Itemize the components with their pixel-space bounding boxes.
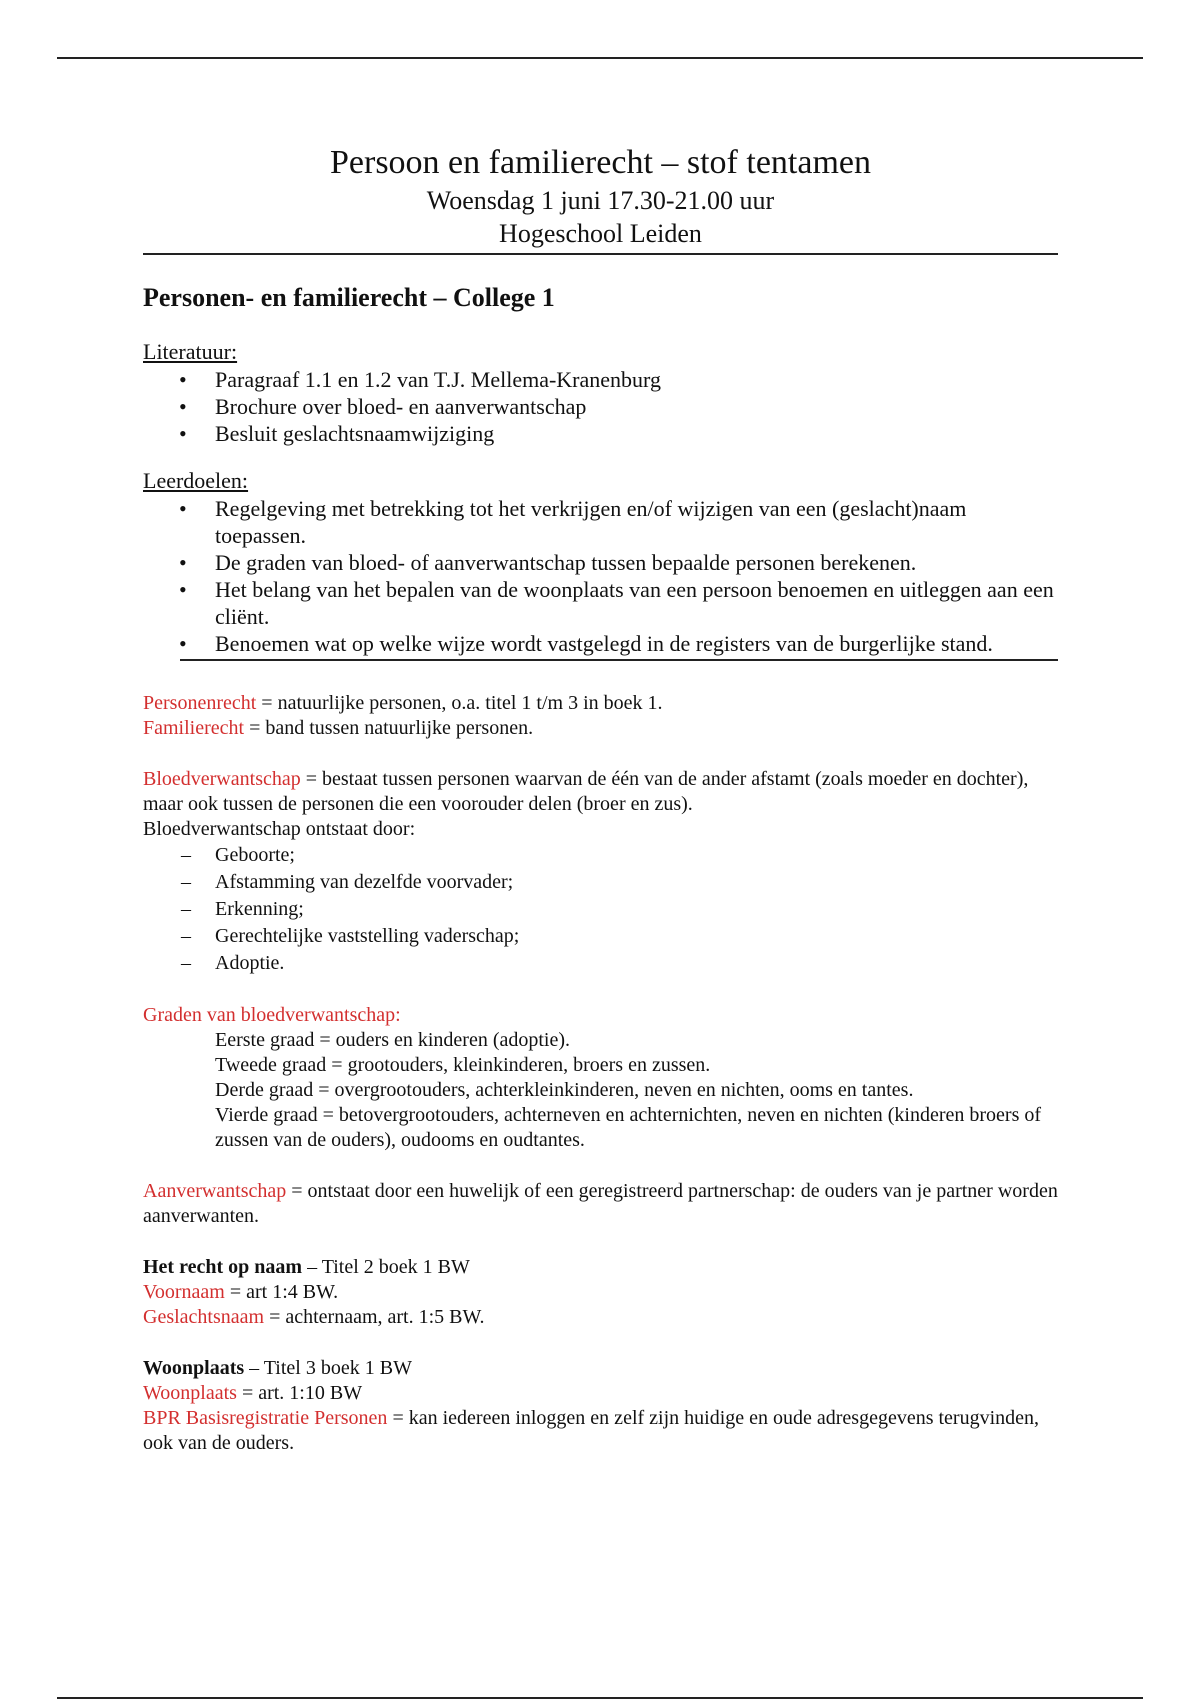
graad-item: Eerste graad = ouders en kinderen (adoptie).	[215, 1029, 571, 1051]
def-woonplaats: Woonplaats = art. 1:10 BW	[143, 1382, 363, 1404]
list-item: – Adoptie.	[143, 950, 1058, 977]
list-item: • Regelgeving met betrekking tot het verkrijgen en/of wijzigen van een (geslacht)naam toepassen.	[143, 495, 1058, 549]
literatuur-list	[143, 366, 1058, 447]
list-item: • Benoemen wat op welke wijze wordt vastgelegd in de registers van de burgerlijke stand.	[143, 630, 1058, 657]
page-top-rule	[57, 57, 1143, 59]
leerdoelen-label: Leerdoelen:	[143, 468, 249, 493]
list-item: • Besluit geslachtsnaamwijziging	[143, 420, 1058, 447]
page-bottom-rule	[57, 1697, 1143, 1699]
list-item: • Paragraaf 1.1 en 1.2 van T.J. Mellema-Kranenburg	[143, 366, 1058, 393]
list-item: – Gerechtelijke vaststelling vaderschap;	[143, 923, 1058, 950]
naam-heading: Het recht op naam – Titel 2 boek 1 BW	[143, 1256, 470, 1278]
definitions	[143, 691, 1058, 1456]
def-personenrecht: Personenrecht = natuurlijke personen, o.a. titel 1 t/m 3 in boek 1.	[143, 692, 663, 714]
graad-item: Tweede graad = grootouders, kleinkinderen, broers en zussen.	[215, 1054, 711, 1076]
term-bpr: BPR Basisregistratie Personen	[143, 1407, 388, 1429]
section-rule	[180, 659, 1058, 661]
list-item: – Geboorte;	[143, 842, 1058, 869]
header-rule	[143, 253, 1058, 255]
def-voornaam: Voornaam = art 1:4 BW.	[143, 1281, 339, 1303]
list-item: • De graden van bloed- of aanverwantschap tussen bepaalde personen berekenen.	[143, 549, 1058, 576]
def-familierecht: Familierecht = band tussen natuurlijke personen.	[143, 717, 534, 739]
def-bloedverwantschap: Bloedverwantschap = bestaat tussen personen waarvan de één van de ander afstamt (zoals moeder en dochter), maar ook tussen de personen die een voorouder delen (broer en zus).	[143, 768, 1029, 815]
graden-heading: Graden van bloedverwantschap:	[143, 1004, 401, 1026]
term-aanverwantschap: Aanverwantschap	[143, 1180, 287, 1202]
leerdoelen-list	[143, 495, 1058, 657]
term-personenrecht: Personenrecht	[143, 692, 257, 714]
def-aanverwantschap: Aanverwantschap = ontstaat door een huwelijk of een geregistreerd partnerschap: de ouders van je partner worden aanverwanten.	[143, 1180, 1058, 1227]
ontstaat-list	[143, 842, 1058, 977]
list-item: • Het belang van het bepalen van de woonplaats van een persoon benoemen en uitleggen aan een cliënt.	[143, 576, 1058, 630]
term-familierecht: Familierecht	[143, 717, 245, 739]
term-bloedverwantschap: Bloedverwantschap	[143, 768, 301, 790]
exam-date: Woensdag 1 juni 17.30-21.00 uur	[426, 186, 775, 215]
bloedverwantschap-ontstaat: Bloedverwantschap ontstaat door:	[143, 818, 416, 840]
def-geslachtsnaam: Geslachtsnaam = achternaam, art. 1:5 BW.	[143, 1306, 485, 1328]
term-woonplaats: Woonplaats	[143, 1382, 237, 1404]
term-geslachtsnaam: Geslachtsnaam	[143, 1306, 265, 1328]
section-title: Personen- en familierecht – College 1	[143, 283, 555, 312]
document-header	[143, 142, 1058, 250]
school-name: Hogeschool Leiden	[499, 219, 702, 248]
list-item: – Erkenning;	[143, 896, 1058, 923]
def-bpr: BPR Basisregistratie Personen = kan iedereen inloggen en zelf zijn huidige en oude adresgegevens terugvinden, ook van de ouders.	[143, 1407, 1040, 1454]
list-item: – Afstamming van dezelfde voorvader;	[143, 869, 1058, 896]
woonplaats-heading: Woonplaats – Titel 3 boek 1 BW	[143, 1357, 412, 1379]
literatuur-label: Literatuur:	[143, 339, 238, 364]
term-voornaam: Voornaam	[143, 1281, 225, 1303]
document-title: Persoon en familierecht – stof tentamen	[330, 144, 871, 181]
graad-item: Derde graad = overgrootouders, achterkleinkinderen, neven en nichten, ooms en tantes.	[215, 1079, 914, 1101]
list-item: • Brochure over bloed- en aanverwantschap	[143, 393, 1058, 420]
graad-item: Vierde graad = betovergrootouders, achterneven en achternichten, neven en nichten (kinderen broers of zussen van de ouders), oudooms en oudtantes.	[215, 1104, 1042, 1151]
document-body	[143, 280, 1058, 1456]
